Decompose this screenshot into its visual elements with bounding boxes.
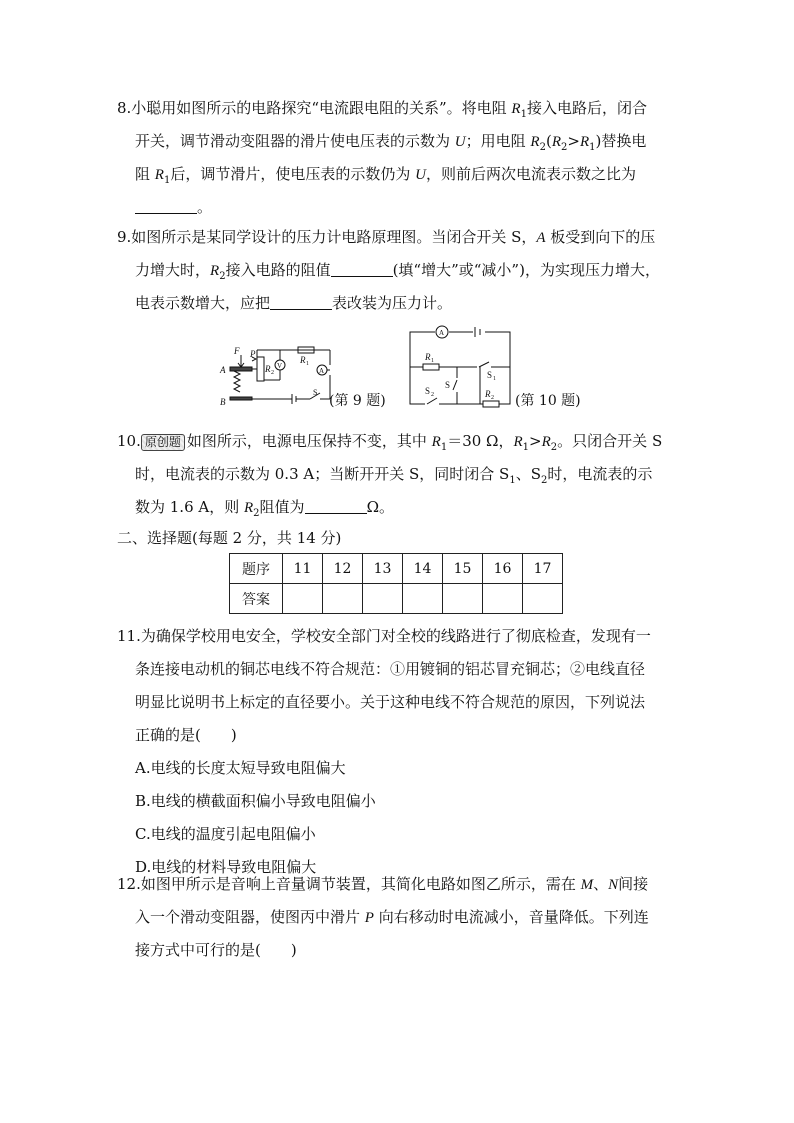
svg-text:2: 2 [271, 370, 274, 376]
svg-text:A: A [220, 365, 226, 375]
figure-10-circuit [405, 322, 517, 412]
answer-table [229, 553, 563, 614]
figure-9-circuit [210, 325, 335, 415]
answer-cell[interactable] [323, 584, 363, 614]
question-9: 9.如图所示是某同学设计的压力计电路原理图。当闭合开关 S，A 板受到向下的压 力增大时，$R_2$接入电路的阻值 (填“增大”或“减小”)，为实现压力增大， 电表示数增大，应把 表改装为压力计。 [117, 228, 660, 312]
svg-text:1: 1 [493, 376, 496, 382]
answer-blank[interactable] [135, 196, 197, 214]
question-12: 12.如图甲所示是音响上音量调节装置，其简化电路如图乙所示，需在 M、N间接 入一个滑动变阻器，使图丙中滑片 P 向右移动时电流减小，音量降低。下列连 接方式中可行的是( ) [117, 875, 649, 959]
answer-blank[interactable] [305, 496, 367, 514]
answer-cell[interactable] [403, 584, 443, 614]
option-c[interactable]: C.电线的温度引起电阻偏小 [135, 825, 316, 843]
figure-9-caption: (第 9 题) [329, 393, 386, 409]
rheostat-r2 [257, 357, 264, 381]
section-2-heading: 二、选择题(每题 2 分，共 14 分) [117, 529, 342, 547]
svg-text:A: A [439, 329, 445, 337]
resistor-r1 [423, 364, 439, 370]
svg-text:2: 2 [431, 392, 434, 398]
figure-10-caption: (第 10 题) [515, 393, 581, 409]
svg-text:R: R [425, 352, 431, 362]
svg-text:R: R [300, 355, 306, 365]
svg-text:B: B [220, 397, 226, 407]
svg-text:V: V [277, 362, 283, 370]
option-d[interactable]: D.电线的材料导致电阻偏大 [135, 858, 317, 876]
svg-text:S: S [445, 380, 451, 390]
answer-blank[interactable] [331, 259, 393, 277]
svg-text:A: A [319, 367, 325, 375]
svg-text:S: S [487, 370, 493, 380]
resistor-r2 [483, 401, 499, 407]
svg-text:1: 1 [431, 358, 434, 364]
table-row: 题序 11 12 13 14 15 16 17 [230, 554, 563, 584]
svg-text:P: P [250, 349, 256, 359]
answer-cell[interactable] [283, 584, 323, 614]
answer-blank[interactable] [270, 292, 332, 310]
table-row: 答案 [230, 584, 563, 614]
svg-text:S: S [425, 386, 431, 396]
option-a[interactable]: A.电线的长度太短导致电阻偏大 [135, 759, 346, 777]
svg-text:F: F [234, 346, 240, 356]
figures-row [205, 320, 605, 415]
spring-icon [234, 371, 240, 392]
answer-cell[interactable] [523, 584, 563, 614]
svg-text:R: R [265, 364, 271, 374]
plate-b [230, 397, 252, 400]
question-11: 11.为确保学校用电安全，学校安全部门对全校的线路进行了彻底检查，发现有一 条连接电动机的铜芯电线不符合规范：①用镀铜的铝芯冒充铜芯；②电线直径 明显比说明书上标定的直径要小。关于这种电线不符合规范的原因，下列说法 正确的是( ) A.电线的长度太短导致电阻偏大 B.电线的横截面积偏小导致电阻偏小 C.电线的温度引起电阻偏小 D.电线的材料导致电阻偏大 [117, 620, 677, 884]
answer-cell[interactable] [483, 584, 523, 614]
svg-text:R: R [485, 389, 491, 399]
svg-text:1: 1 [306, 361, 309, 367]
svg-text:S: S [313, 388, 318, 397]
option-b[interactable]: B.电线的横截面积偏小导致电阻偏小 [135, 792, 376, 810]
original-question-badge: 原创题 [141, 434, 185, 451]
question-10: 10. 原创题 如图所示，电源电压保持不变，其中 $R_1=30$ Ω，$R_1>R_2$。只闭合开关 S 时，电流表的示数为 0.3 A；当断开开关 S，同时闭合 $S_1$、$S_2$时，电流表的示 数为 1.6 A，则 $R_2$阻值为 Ω。 [117, 432, 663, 519]
question-8: 8.小聪用如图所示的电路探究“电流跟电阻的关系”。将电阻 $R_1$接入电路后，闭合 开关，调节滑动变阻器的滑片使电压表的示数为 U；用电阻 $R_2(R_2>R_1)$替换电 阻 $R_1$后，调节滑片，使电压表的示数仍为 U，则前后两次电流表示数之比为 。 [117, 99, 647, 216]
answer-cell[interactable] [443, 584, 483, 614]
svg-text:2: 2 [491, 395, 494, 401]
answer-cell[interactable] [363, 584, 403, 614]
